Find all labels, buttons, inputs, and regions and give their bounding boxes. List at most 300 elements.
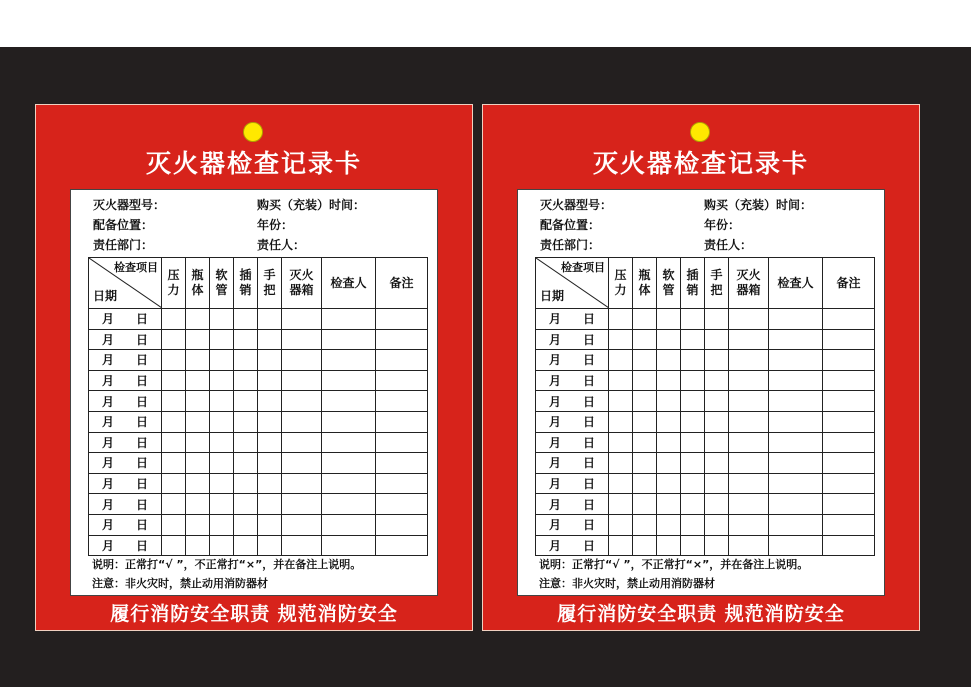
check-cell[interactable] [609, 350, 633, 371]
check-cell[interactable] [681, 432, 705, 453]
date-cell[interactable] [536, 391, 609, 412]
check-cell[interactable] [210, 329, 234, 350]
check-cell[interactable] [282, 391, 322, 412]
check-cell[interactable] [376, 329, 428, 350]
hanging-hole-icon [243, 122, 263, 142]
check-cell[interactable] [210, 514, 234, 535]
check-cell[interactable] [657, 411, 681, 432]
check-cell[interactable] [186, 350, 210, 371]
header-item-label: 检查项目 [561, 261, 605, 274]
header-item-label: 检查项目 [114, 261, 158, 274]
table-row [89, 514, 428, 535]
check-cell[interactable] [234, 473, 258, 494]
date-cell[interactable] [536, 535, 609, 556]
date-cell[interactable] [89, 453, 162, 474]
diagonal-header-cell [89, 258, 162, 309]
month-label: 月 [101, 477, 114, 492]
check-cell[interactable] [729, 411, 769, 432]
inspection-table [88, 257, 428, 556]
check-cell[interactable] [234, 309, 258, 330]
check-cell[interactable] [162, 514, 186, 535]
table-row [89, 432, 428, 453]
check-cell[interactable] [769, 411, 823, 432]
check-cell[interactable] [234, 391, 258, 412]
check-cell[interactable] [681, 494, 705, 515]
month-label: 月 [101, 394, 114, 409]
check-cell[interactable] [633, 473, 657, 494]
check-cell[interactable] [633, 309, 657, 330]
check-cell[interactable] [282, 514, 322, 535]
date-cell[interactable] [536, 350, 609, 371]
check-cell[interactable] [633, 411, 657, 432]
month-label: 月 [548, 456, 561, 471]
day-label: 日 [136, 332, 149, 347]
date-cell[interactable] [536, 473, 609, 494]
check-cell[interactable] [210, 411, 234, 432]
check-cell[interactable] [769, 370, 823, 391]
check-cell[interactable] [234, 329, 258, 350]
check-cell[interactable] [258, 514, 282, 535]
table-row [536, 514, 875, 535]
check-cell[interactable] [258, 535, 282, 556]
check-cell[interactable] [729, 473, 769, 494]
check-cell[interactable] [322, 309, 376, 330]
column-header: 检查人 [769, 258, 823, 309]
purchase-time-label: 购买（充装）时间： [704, 198, 813, 212]
check-cell[interactable] [210, 535, 234, 556]
table-row [89, 350, 428, 371]
check-cell[interactable] [823, 329, 875, 350]
day-label: 日 [136, 353, 149, 368]
check-cell[interactable] [705, 535, 729, 556]
check-cell[interactable] [633, 535, 657, 556]
check-cell[interactable] [769, 432, 823, 453]
check-cell[interactable] [769, 309, 823, 330]
check-cell[interactable] [210, 391, 234, 412]
check-cell[interactable] [282, 370, 322, 391]
inspection-table [535, 257, 875, 556]
day-label: 日 [136, 374, 149, 389]
table-row [536, 411, 875, 432]
check-cell[interactable] [162, 473, 186, 494]
check-cell[interactable] [681, 453, 705, 474]
check-cell[interactable] [210, 432, 234, 453]
table-row [89, 473, 428, 494]
check-cell[interactable] [234, 432, 258, 453]
check-cell[interactable] [258, 473, 282, 494]
check-cell[interactable] [162, 370, 186, 391]
month-label: 月 [548, 497, 561, 512]
column-header: 插销 [681, 258, 705, 309]
check-cell[interactable] [282, 432, 322, 453]
column-header: 灭火器箱 [729, 258, 769, 309]
month-label: 月 [548, 538, 561, 553]
month-label: 月 [101, 415, 114, 430]
table-row [536, 473, 875, 494]
inspection-card-left [35, 104, 473, 631]
check-cell[interactable] [376, 370, 428, 391]
year-label: 年份： [704, 218, 741, 232]
check-cell[interactable] [162, 309, 186, 330]
month-label: 月 [548, 312, 561, 327]
check-cell[interactable] [162, 453, 186, 474]
check-cell[interactable] [823, 473, 875, 494]
check-cell[interactable] [322, 411, 376, 432]
check-cell[interactable] [657, 350, 681, 371]
day-label: 日 [583, 374, 596, 389]
check-cell[interactable] [705, 432, 729, 453]
check-cell[interactable] [769, 329, 823, 350]
dept-label: 责任部门： [93, 238, 154, 252]
column-header: 瓶体 [186, 258, 210, 309]
table-row [89, 391, 428, 412]
check-cell[interactable] [633, 391, 657, 412]
check-cell[interactable] [322, 453, 376, 474]
day-label: 日 [583, 538, 596, 553]
check-cell[interactable] [681, 350, 705, 371]
day-label: 日 [583, 394, 596, 409]
check-cell[interactable] [657, 494, 681, 515]
check-cell[interactable] [705, 453, 729, 474]
table-row [536, 432, 875, 453]
check-cell[interactable] [376, 350, 428, 371]
day-label: 日 [136, 477, 149, 492]
month-label: 月 [548, 374, 561, 389]
check-cell[interactable] [234, 535, 258, 556]
check-cell[interactable] [234, 350, 258, 371]
warning-note: 注意：非火灾时，禁止动用消防器材 [92, 577, 268, 590]
table-row [89, 494, 428, 515]
check-cell[interactable] [186, 391, 210, 412]
date-cell[interactable] [89, 391, 162, 412]
date-cell[interactable] [536, 453, 609, 474]
check-cell[interactable] [210, 453, 234, 474]
location-label: 配备位置： [540, 218, 601, 232]
table-row [89, 309, 428, 330]
check-cell[interactable] [769, 514, 823, 535]
check-cell[interactable] [657, 391, 681, 412]
check-cell[interactable] [210, 494, 234, 515]
check-cell[interactable] [609, 309, 633, 330]
check-cell[interactable] [609, 473, 633, 494]
date-cell[interactable] [89, 411, 162, 432]
month-label: 月 [101, 497, 114, 512]
check-cell[interactable] [823, 494, 875, 515]
check-cell[interactable] [729, 453, 769, 474]
day-label: 日 [136, 538, 149, 553]
check-cell[interactable] [633, 329, 657, 350]
check-cell[interactable] [186, 494, 210, 515]
check-cell[interactable] [186, 370, 210, 391]
check-cell[interactable] [282, 329, 322, 350]
check-cell[interactable] [729, 309, 769, 330]
column-header: 检查人 [322, 258, 376, 309]
month-label: 月 [548, 353, 561, 368]
check-cell[interactable] [705, 350, 729, 371]
check-cell[interactable] [609, 494, 633, 515]
check-cell[interactable] [609, 432, 633, 453]
check-cell[interactable] [258, 370, 282, 391]
check-cell[interactable] [769, 453, 823, 474]
check-cell[interactable] [705, 494, 729, 515]
month-label: 月 [548, 477, 561, 492]
month-label: 月 [101, 332, 114, 347]
check-cell[interactable] [681, 309, 705, 330]
check-cell[interactable] [376, 391, 428, 412]
check-cell[interactable] [657, 309, 681, 330]
check-cell[interactable] [162, 432, 186, 453]
check-cell[interactable] [210, 473, 234, 494]
check-cell[interactable] [282, 309, 322, 330]
date-cell[interactable] [89, 514, 162, 535]
check-cell[interactable] [322, 473, 376, 494]
check-cell[interactable] [376, 432, 428, 453]
check-cell[interactable] [186, 535, 210, 556]
date-cell[interactable] [536, 411, 609, 432]
day-label: 日 [136, 497, 149, 512]
check-cell[interactable] [162, 350, 186, 371]
check-cell[interactable] [729, 350, 769, 371]
day-label: 日 [583, 312, 596, 327]
check-cell[interactable] [823, 370, 875, 391]
check-cell[interactable] [769, 535, 823, 556]
check-cell[interactable] [234, 370, 258, 391]
check-cell[interactable] [162, 391, 186, 412]
day-label: 日 [136, 435, 149, 450]
column-header: 灭火器箱 [282, 258, 322, 309]
record-sheet [70, 189, 438, 596]
date-cell[interactable] [536, 309, 609, 330]
table-row [536, 329, 875, 350]
check-cell[interactable] [186, 411, 210, 432]
check-cell[interactable] [376, 411, 428, 432]
check-cell[interactable] [258, 432, 282, 453]
check-cell[interactable] [609, 453, 633, 474]
month-label: 月 [101, 353, 114, 368]
check-cell[interactable] [633, 350, 657, 371]
check-cell[interactable] [282, 350, 322, 371]
check-cell[interactable] [769, 494, 823, 515]
check-cell[interactable] [823, 535, 875, 556]
check-cell[interactable] [769, 350, 823, 371]
model-label: 灭火器型号： [540, 198, 613, 212]
check-cell[interactable] [282, 535, 322, 556]
check-cell[interactable] [258, 391, 282, 412]
check-cell[interactable] [681, 514, 705, 535]
check-cell[interactable] [376, 309, 428, 330]
inspection-card-right [482, 104, 920, 631]
day-label: 日 [583, 518, 596, 533]
check-cell[interactable] [657, 514, 681, 535]
check-cell[interactable] [282, 473, 322, 494]
check-cell[interactable] [657, 329, 681, 350]
check-cell[interactable] [681, 411, 705, 432]
check-cell[interactable] [633, 370, 657, 391]
date-cell[interactable] [536, 432, 609, 453]
check-cell[interactable] [322, 432, 376, 453]
check-cell[interactable] [258, 309, 282, 330]
check-cell[interactable] [186, 329, 210, 350]
check-cell[interactable] [609, 391, 633, 412]
check-cell[interactable] [234, 453, 258, 474]
check-cell[interactable] [609, 411, 633, 432]
check-cell[interactable] [657, 473, 681, 494]
day-label: 日 [583, 497, 596, 512]
check-cell[interactable] [705, 514, 729, 535]
check-cell[interactable] [729, 329, 769, 350]
safety-slogan: 履行消防安全职责 规范消防安全 [557, 603, 845, 625]
check-cell[interactable] [162, 411, 186, 432]
check-cell[interactable] [681, 535, 705, 556]
card-title: 灭火器检查记录卡 [145, 149, 362, 178]
check-cell[interactable] [823, 453, 875, 474]
check-cell[interactable] [322, 370, 376, 391]
check-cell[interactable] [322, 329, 376, 350]
check-cell[interactable] [210, 350, 234, 371]
check-cell[interactable] [186, 309, 210, 330]
check-cell[interactable] [657, 432, 681, 453]
check-cell[interactable] [823, 391, 875, 412]
date-cell[interactable] [536, 514, 609, 535]
location-label: 配备位置： [93, 218, 154, 232]
check-cell[interactable] [729, 494, 769, 515]
check-cell[interactable] [162, 494, 186, 515]
month-label: 月 [101, 538, 114, 553]
check-cell[interactable] [609, 514, 633, 535]
month-label: 月 [101, 456, 114, 471]
column-header: 瓶体 [633, 258, 657, 309]
date-cell[interactable] [89, 473, 162, 494]
check-cell[interactable] [376, 494, 428, 515]
check-cell[interactable] [705, 411, 729, 432]
date-cell[interactable] [89, 494, 162, 515]
check-cell[interactable] [322, 350, 376, 371]
month-label: 月 [101, 518, 114, 533]
month-label: 月 [548, 394, 561, 409]
check-cell[interactable] [705, 391, 729, 412]
check-cell[interactable] [729, 391, 769, 412]
check-cell[interactable] [729, 514, 769, 535]
check-cell[interactable] [769, 473, 823, 494]
check-cell[interactable] [681, 329, 705, 350]
check-cell[interactable] [258, 350, 282, 371]
header-date-label: 日期 [540, 289, 565, 303]
check-cell[interactable] [705, 309, 729, 330]
check-cell[interactable] [322, 494, 376, 515]
warning-note: 注意：非火灾时，禁止动用消防器材 [539, 577, 715, 590]
check-cell[interactable] [376, 514, 428, 535]
check-cell[interactable] [657, 370, 681, 391]
check-cell[interactable] [258, 411, 282, 432]
date-cell[interactable] [536, 329, 609, 350]
check-cell[interactable] [609, 535, 633, 556]
check-cell[interactable] [729, 535, 769, 556]
check-cell[interactable] [729, 370, 769, 391]
check-cell[interactable] [729, 432, 769, 453]
check-cell[interactable] [186, 432, 210, 453]
table-header-row [89, 258, 428, 309]
check-cell[interactable] [705, 329, 729, 350]
check-cell[interactable] [633, 494, 657, 515]
check-cell[interactable] [322, 514, 376, 535]
check-cell[interactable] [376, 535, 428, 556]
check-cell[interactable] [186, 473, 210, 494]
table-row [89, 370, 428, 391]
check-cell[interactable] [681, 391, 705, 412]
check-cell[interactable] [657, 535, 681, 556]
month-label: 月 [548, 435, 561, 450]
month-label: 月 [548, 518, 561, 533]
check-cell[interactable] [258, 494, 282, 515]
date-cell[interactable] [89, 329, 162, 350]
check-cell[interactable] [322, 391, 376, 412]
check-cell[interactable] [258, 453, 282, 474]
check-cell[interactable] [186, 514, 210, 535]
date-cell[interactable] [89, 432, 162, 453]
year-label: 年份： [257, 218, 294, 232]
check-cell[interactable] [210, 309, 234, 330]
check-cell[interactable] [162, 329, 186, 350]
date-cell[interactable] [89, 350, 162, 371]
check-cell[interactable] [681, 370, 705, 391]
day-label: 日 [583, 332, 596, 347]
check-cell[interactable] [234, 514, 258, 535]
check-cell[interactable] [823, 309, 875, 330]
date-cell[interactable] [536, 370, 609, 391]
check-cell[interactable] [705, 370, 729, 391]
date-cell[interactable] [89, 535, 162, 556]
check-cell[interactable] [609, 329, 633, 350]
check-cell[interactable] [633, 432, 657, 453]
card-title: 灭火器检查记录卡 [592, 149, 809, 178]
check-cell[interactable] [322, 535, 376, 556]
check-cell[interactable] [823, 432, 875, 453]
check-cell[interactable] [823, 514, 875, 535]
day-label: 日 [136, 415, 149, 430]
check-cell[interactable] [681, 473, 705, 494]
check-cell[interactable] [234, 494, 258, 515]
check-cell[interactable] [823, 350, 875, 371]
date-cell[interactable] [89, 370, 162, 391]
check-cell[interactable] [258, 329, 282, 350]
day-label: 日 [583, 435, 596, 450]
day-label: 日 [136, 518, 149, 533]
check-cell[interactable] [823, 411, 875, 432]
check-cell[interactable] [376, 473, 428, 494]
check-cell[interactable] [657, 453, 681, 474]
check-cell[interactable] [376, 453, 428, 474]
check-cell[interactable] [282, 494, 322, 515]
check-cell[interactable] [282, 411, 322, 432]
check-cell[interactable] [633, 453, 657, 474]
month-label: 月 [101, 435, 114, 450]
check-cell[interactable] [633, 514, 657, 535]
check-cell[interactable] [609, 370, 633, 391]
diagonal-header-cell [536, 258, 609, 309]
check-cell[interactable] [162, 535, 186, 556]
check-cell[interactable] [210, 370, 234, 391]
date-cell[interactable] [536, 494, 609, 515]
record-sheet [517, 189, 885, 596]
table-row [536, 370, 875, 391]
check-cell[interactable] [186, 453, 210, 474]
check-cell[interactable] [234, 411, 258, 432]
check-cell[interactable] [769, 391, 823, 412]
check-cell[interactable] [705, 473, 729, 494]
date-cell[interactable] [89, 309, 162, 330]
day-label: 日 [583, 456, 596, 471]
check-cell[interactable] [282, 453, 322, 474]
